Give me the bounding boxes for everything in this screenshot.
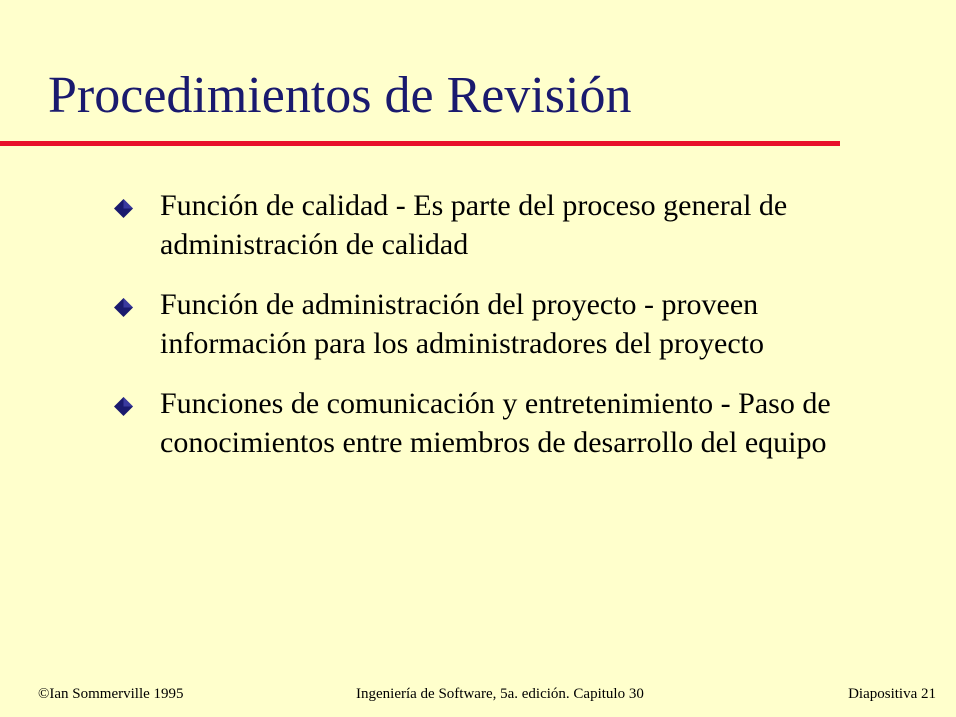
- bullet-text: Función de administración del proyecto - proveen información para los administradores del proyecto: [160, 288, 764, 360]
- bullet-item: [112, 384, 912, 462]
- footer-book-reference: Ingeniería de Software, 5a. edición. Capitulo 30: [356, 686, 644, 702]
- bullet-text: Funciones de comunicación y entretenimiento - Paso de conocimientos entre miembros de desarrollo del equipo: [160, 387, 831, 459]
- slide-title: Procedimientos de Revisión: [48, 67, 632, 124]
- bullet-text: Función de calidad - Es parte del proceso general de administración de calidad: [160, 189, 788, 261]
- bullet-item: [112, 285, 912, 363]
- footer-copyright: ©Ian Sommerville 1995: [38, 686, 184, 702]
- bullet-item: [112, 186, 912, 264]
- title-underline: [0, 141, 840, 146]
- footer-slide-number: Diapositiva 21: [848, 686, 936, 702]
- diamond-bullet-icon: [114, 397, 133, 416]
- bullet-list: [112, 186, 912, 483]
- diamond-bullet-icon: [114, 199, 133, 218]
- diamond-bullet-icon: [114, 298, 133, 317]
